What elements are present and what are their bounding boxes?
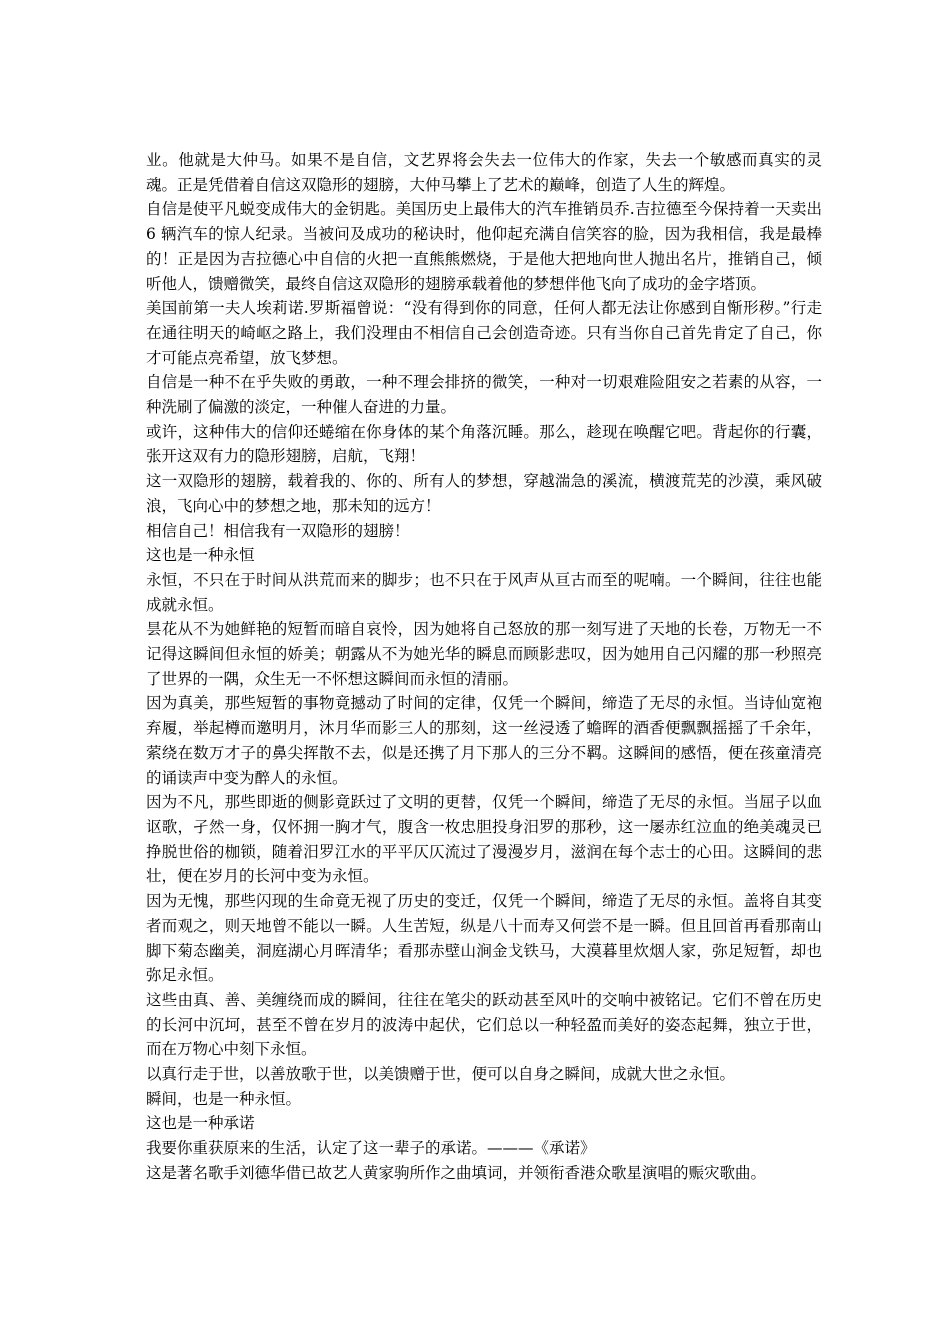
paragraph: 因为真美，那些短暂的事物竟撼动了时间的定律，仅凭一个瞬间，缔造了无尽的永恒。当诗仙宽袍弃履，举起樽而邀明月，沐月华而影三人的那刻，这一丝浸透了蟾晖的酒香便飘飘摇摇了千余年，萦绕在数万才子的鼻尖挥散不去，似是还携了月下那人的三分不羁。这瞬间的感悟，便在孩童清亮的诵读声中变为醉人的永恒。 xyxy=(146,694,822,787)
paragraph: 因为无愧，那些闪现的生命竟无视了历史的变迁，仅凭一个瞬间，缔造了无尽的永恒。盖将自其变者而观之，则天地曾不能以一瞬。人生苦短，纵是八十而寿又何尝不是一瞬。但且回首再看那南山脚下菊态幽美，洞庭湖心月晖清华；看那赤壁山涧金戈铁马，大漠暮里炊烟人家，弥足短暂，却也弥足永恒。 xyxy=(146,892,822,985)
section-title: 这也是一种永恒 xyxy=(146,546,255,565)
paragraph: 我要你重获原来的生活，认定了这一辈子的承诺。———《承诺》 xyxy=(146,1139,596,1158)
paragraph: 昙花从不为她鲜艳的短暂而暗自哀怜，因为她将自己怒放的那一刻写进了天地的长卷，万物无一不记得这瞬间但永恒的娇美；朝露从不为她光华的瞬息而顾影悲叹，因为她用自己闪耀的那一秒照亮了世界的一隅，众生无一不怀想这瞬间而永恒的清丽。 xyxy=(146,620,822,688)
paragraph: 业。他就是大仲马。如果不是自信，文艺界将会失去一位伟大的作家，失去一个敏感而真实的灵魂。正是凭借着自信这双隐形的翅膀，大仲马攀上了艺术的巅峰，创造了人生的辉煌。 xyxy=(146,151,822,194)
paragraph: 以真行走于世，以善放歌于世，以美馈赠于世，便可以自身之瞬间，成就大世之永恒。 xyxy=(146,1065,736,1084)
paragraph: 因为不凡，那些即逝的侧影竟跃过了文明的更替，仅凭一个瞬间，缔造了无尽的永恒。当屈子以血讴歌，孑然一身，仅怀拥一胸才气，腹含一枚忠胆投身汨罗的那秒，这一屡赤红泣血的绝美魂灵已挣脱世俗的枷锁，随着汨罗江水的平平仄仄流过了漫漫岁月，滋润在每个志士的心田。这瞬间的悲壮，便在岁月的长河中变为永恒。 xyxy=(146,793,822,886)
paragraph: 美国前第一夫人埃莉诺.罗斯福曾说：“没有得到你的同意，任何人都无法让你感到自惭形秽。”行走在通往明天的崎岖之路上，我们没理由不相信自己会创造奇迹。只有当你自己首先肯定了自己，你才可能点亮希望，放飞梦想。 xyxy=(146,299,822,367)
paragraph: 自信是一种不在乎失败的勇敢，一种不理会排挤的微笑，一种对一切艰难险阻安之若素的从容，一种洗刷了偏激的淡定，一种催人奋进的力量。 xyxy=(146,373,822,417)
paragraph: 永恒，不只在于时间从洪荒而来的脚步；也不只在于风声从亘古而至的呢喃。一个瞬间，往往也能成就永恒。 xyxy=(146,570,822,614)
paragraph: 瞬间，也是一种永恒。 xyxy=(146,1089,302,1108)
paragraph: 这些由真、善、美缠绕而成的瞬间，往往在笔尖的跃动甚至风叶的交响中被铭记。它们不曾在历史的长河中沉坷，甚至不曾在岁月的波涛中起伏，它们总以一种轻盈而美好的姿态起舞，独立于世，而在万物心中刻下永恒。 xyxy=(146,990,822,1059)
paragraph: 自信是使平凡蜕变成伟大的金钥匙。美国历史上最伟大的汽车推销员乔.吉拉德至今保持着一天卖出 6 辆汽车的惊人纪录。当被问及成功的秘诀时，他仰起充满自信笑容的脸，因为我相信，我是最棒的！正是因为吉拉德心中自信的火把一直熊熊燃烧，于是他大把地向世人抛出名片，推销自己，倾听他人，馈赠微笑，最终自信这双隐形的翅膀承载着他的梦想伴他飞向了成功的金字塔顶。 xyxy=(146,200,822,293)
paragraph: 相信自己！相信我有一双隐形的翅膀！ xyxy=(146,521,410,540)
document-body xyxy=(146,148,822,1186)
section-title: 这也是一种承诺 xyxy=(146,1114,255,1133)
paragraph: 这是著名歌手刘德华借已故艺人黄家驹所作之曲填词，并领衔香港众歌星演唱的赈灾歌曲。 xyxy=(146,1163,767,1182)
paragraph: 或许，这种伟大的信仰还蜷缩在你身体的某个角落沉睡。那么，趁现在唤醒它吧。背起你的行囊，张开这双有力的隐形翅膀，启航，飞翔！ xyxy=(146,422,822,466)
paragraph: 这一双隐形的翅膀，载着我的、你的、所有人的梦想，穿越湍急的溪流，横渡荒芜的沙漠，乘风破浪，飞向心中的梦想之地，那未知的远方！ xyxy=(146,472,822,515)
